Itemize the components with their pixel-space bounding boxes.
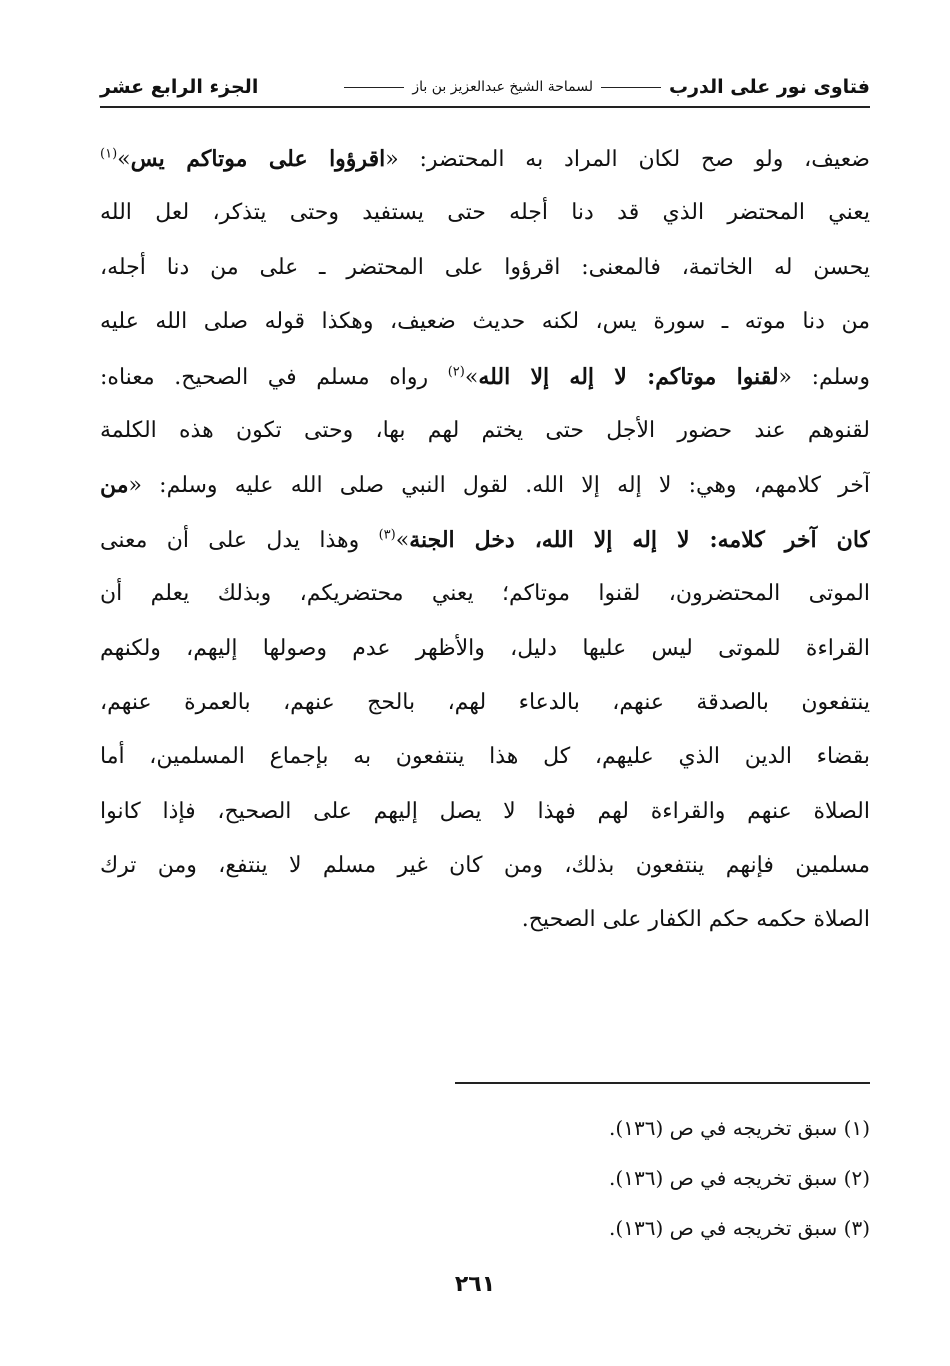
text-segment: » [395, 527, 410, 553]
text-segment: رواه مسلم في الصحيح. معناه: [100, 364, 448, 390]
footnote-separator [455, 1082, 870, 1084]
footnote-1: (١) سبق تخريجه في ص (١٣٦). [609, 1116, 870, 1140]
text-line [100, 186, 870, 240]
text-line [100, 785, 870, 839]
footnote-ref: (٢) [447, 364, 465, 380]
page-number: ٢٦١ [454, 1272, 496, 1297]
text-line [100, 622, 870, 676]
text-line [100, 350, 870, 404]
text-line [100, 676, 870, 730]
volume-label: الجزء الرابع عشر [100, 76, 259, 98]
header-dash [601, 87, 661, 88]
text-segment: بقضاء الدين الذي عليهم، كل هذا ينتفعون به بإجماع المسلمين، أما [100, 744, 870, 770]
footnotes [455, 1108, 870, 1258]
text-segment: كان آخر كلامه: لا إله إلا الله، دخل الجنة [409, 526, 870, 553]
header-title-group [342, 76, 870, 98]
text-segment: الصلاة حكمه حكم الكفار على الصحيح. [521, 907, 870, 933]
text-line [100, 132, 870, 186]
header-dash [344, 87, 404, 88]
footnote-ref: (٣) [378, 527, 396, 543]
text-segment: يحسن له الخاتمة، فالمعنى: اقرؤوا على المحتضر ـ على من دنا أجله، [100, 254, 870, 280]
text-line [100, 730, 870, 784]
text-segment: مسلمين فإنهم ينتفعون بذلك، ومن كان غير مسلم لا ينتفع، ومن ترك [100, 853, 870, 879]
text-segment: يعني المحتضر الذي قد دنا أجله حتى يستفيد وحتى يتذكر، لعل الله [100, 200, 870, 226]
text-segment: الصلاة عنهم والقراءة لهم فهذا لا يصل إليهم على الصحيح، فإذا كانوا [100, 798, 870, 824]
text-line [100, 241, 870, 295]
text-segment: ينتفعون بالصدقة عنهم، بالدعاء لهم، بالحج عنهم، بالعمرة عنهم، [100, 689, 870, 715]
text-segment: من دنا موته ـ سورة يس، لكنه حديث ضعيف، وهكذا قوله صلى الله عليه [100, 309, 870, 335]
running-header [100, 70, 870, 108]
text-line [100, 513, 870, 567]
text-segment: لقنوا موتاكم: لا إله إلا الله [478, 363, 779, 390]
footnote-3: (٣) سبق تخريجه في ص (١٣٦). [609, 1216, 870, 1240]
text-line [100, 295, 870, 349]
text-line [100, 839, 870, 893]
body-text [100, 132, 870, 948]
book-title: فتاوى نور على الدرب [669, 76, 870, 98]
text-line [100, 893, 870, 947]
text-line [100, 404, 870, 458]
text-line [100, 567, 870, 621]
text-segment: » [464, 364, 479, 390]
text-segment: آخر كلامهم، وهي: لا إله إلا الله. لقول النبي صلى الله عليه وسلم: « [128, 473, 870, 499]
text-line [100, 458, 870, 512]
text-segment: لقنوهم عند حضور الأجل حتى يختم لهم بها، وحتى تكون هذه الكلمة [100, 417, 870, 443]
text-segment: من [100, 472, 129, 499]
text-segment: ضعيف، ولو صح لكان المراد به المحتضر: « [385, 147, 870, 172]
text-segment: » [117, 147, 131, 172]
text-segment: وسلم: « [778, 364, 870, 390]
text-segment: الموتى المحتضرون، لقنوا موتاكم؛ يعني محتضريكم، وبذلك يعلم أن [100, 581, 870, 607]
footnote-2: (٢) سبق تخريجه في ص (١٣٦). [609, 1166, 870, 1190]
author-name: لسماحة الشيخ عبدالعزيز بن باز [412, 79, 593, 95]
text-segment: وهذا يدل على أن معنى [100, 527, 379, 553]
text-segment: القراءة للموتى ليس عليها دليل، والأظهر عدم وصولها إليهم، ولكنهم [100, 635, 870, 661]
footnote-ref: (١) [100, 146, 118, 162]
text-segment: اقرؤوا على موتاكم يس [130, 146, 386, 172]
